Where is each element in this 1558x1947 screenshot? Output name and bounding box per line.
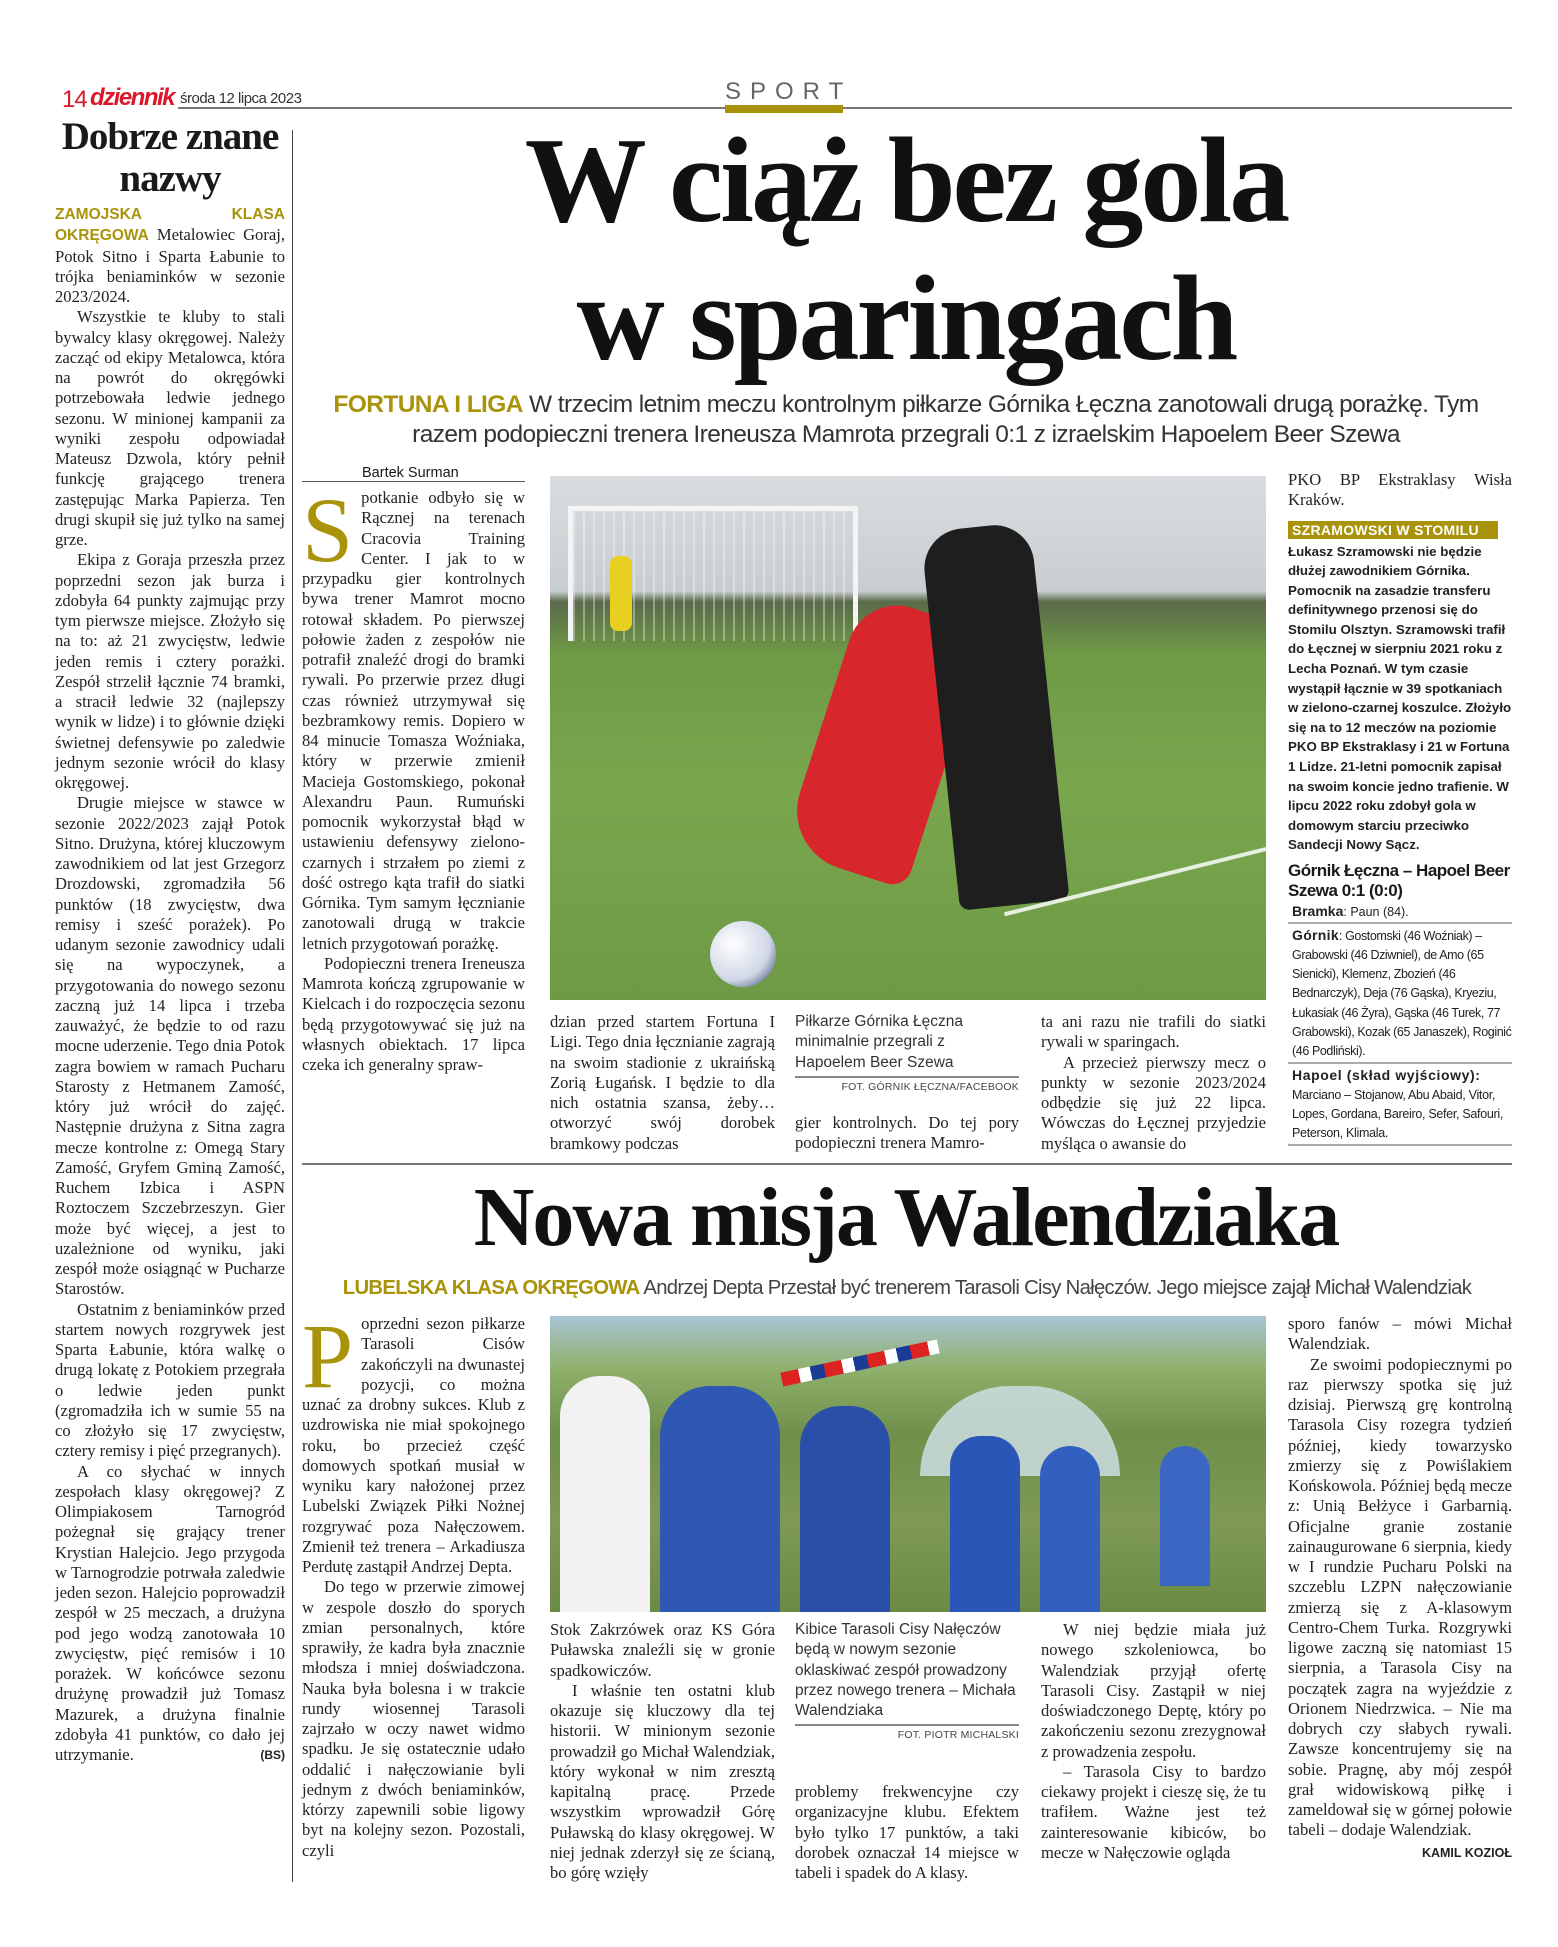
article1-column-5 bbox=[1288, 470, 1512, 1146]
article1-column-3 bbox=[795, 1113, 1019, 1154]
drop-cap: S bbox=[302, 479, 354, 581]
scarf bbox=[780, 1340, 939, 1387]
paragraph: Metalowiec Goraj, Potok Sitno i Sparta Łabunie to trójka beniaminków w sezonie 2023/2024. bbox=[55, 225, 285, 306]
article2-lead bbox=[302, 1276, 1512, 1300]
paragraph: A przecież pierwszy mecz o punkty w sezonie 2023/2024 odbędzie się już 22 lipca. Wówczas do Łęcznej przyjedzie myśląca o awansie do bbox=[1041, 1052, 1266, 1153]
paragraph: Do tego w przerwie zimowej w zespole doszło do sporych zmian personalnych, które sprawiły, że kadra była znacznie młodsza i mniej doświadczona. Nauka była bolesna i w trakcie rundy wiosennej Tarasoli zajrzało w oczy nawet widmo spadku. Je się ostatecznie udało oddalić i nałęczowianie byli jednym z dwóch beniaminków, którzy zapewnili sobie ligowy byt na kolejny sezon. Pozostali, czyli bbox=[302, 1577, 525, 1860]
issue-date: środa 12 lipca 2023 bbox=[180, 90, 302, 107]
article2-byline: KAMIL KOZIOŁ bbox=[1421, 1845, 1512, 1860]
sidebar-title: Dobrze znane nazwy bbox=[61, 115, 279, 200]
label: Górnik bbox=[1292, 926, 1339, 943]
paragraph: sporo fanów – mówi Michał Walendziak. bbox=[1288, 1314, 1512, 1354]
article1-column-4 bbox=[1041, 1012, 1266, 1154]
paragraph: gier kontrolnych. Do tej pory podopieczni trenera Mamro- bbox=[795, 1113, 1019, 1153]
paragraph: I właśnie ten ostatni klub okazuje się kluczowy dla tej historii. W minionym sezonie prowadził go Michał Walendziak, który wykonał w nim zresztą kapitalną pracę. Przede wszystkim wprowadził Górę Puławską do klasy okręgowej. W niej jednak zderzył się ze ścianą, bo górę wzięły bbox=[550, 1680, 775, 1882]
match-result-title: Górnik Łęczna – Hapoel Beer Szewa 0:1 (0:0) bbox=[1288, 861, 1510, 900]
article1-column-2 bbox=[550, 1012, 775, 1154]
article1-column-1 bbox=[302, 479, 525, 1075]
fan-figure bbox=[800, 1406, 890, 1612]
info-box-title: SZRAMOWSKI W STOMILU bbox=[1288, 521, 1498, 539]
paragraph-text: A co słychać w innych zespołach klasy okręgowej? Z Olimpiakosem Tarnogród pożegnał się grający trener Krystian Halejcio. Jego przygoda w Tarnogrodzie potrwała zaledwie jeden sezon. Halejcio poprowadził zespół w 25 meczach, a drużyna pod jego wodzą zanotowała 10 zwycięstw, pięć remisów i 10 porażek. W końcówce sezonu drużynę prowadził już Tomasz Mazurek, a drużyna finalnie zdobyła 41 punktów, co dało jej utrzymanie. bbox=[55, 1461, 285, 1764]
article1-photo bbox=[550, 476, 1266, 1000]
paragraph: – Tarasola Cisy to bardzo ciekawy projekt i cieszę się, że tu trafiłem. Ważne jest też zainteresowanie kibiców, bo mecze w Nałęczowie ogląda bbox=[1041, 1761, 1266, 1862]
article1-kicker: FORTUNA I LIGA bbox=[333, 391, 523, 418]
sidebar-body bbox=[55, 204, 285, 1765]
paragraph: potkanie odbyło się w Rącznej na terenach Cracovia Training Center. I jak to w przypadku gier kontrolnych bywa trener Mamrot mocno rotował składem. Po pierwszej połowie żaden z zespołów nie potrafił znaleźć drogi do bramki rywali. Po przerwie przez długi czas również utrzymywał się bezbramkowy remis. Dopiero w 84 minucie Tomasza Woźniaka, który w przerwie zmienił Macieja Gostomskiego, pokonał Alexandru Paun. Rumuński pomocnik wykorzystał błąd w ustawieniu defensywy zielono-czarnych i strzałem po ziemi z dość ostrego kąta trafił do siatki Górnika. Tym samym łęcznianie zanotowali drugą w trakcie letnich przygotowań porażkę. bbox=[302, 488, 525, 953]
paragraph: Wszystkie te kluby to stali bywalcy klasy okręgowej. Należy zacząć od ekipy Metalowca, która na powrót do okręgówki potrzebowała ledwie jednego sezonu. W minionej kampanii za wyniki zespołu odpowiadał Mateusz Dzwola, który pełnił funkcję grającego trenera zastępując Marka Papierza. Ten drugi skupił się już tylko na samej grze. bbox=[55, 307, 285, 549]
article1-lead bbox=[300, 390, 1512, 450]
newspaper-logo: dziennik bbox=[90, 84, 175, 111]
black-player-figure bbox=[920, 521, 1069, 910]
article2-photo-caption bbox=[795, 1620, 1019, 1741]
goalkeeper-figure bbox=[610, 556, 632, 631]
byline: Bartek Surman bbox=[362, 465, 459, 481]
fan-figure bbox=[950, 1436, 1020, 1612]
value: Marciano – Stojanow, Abu Abaid, Vitor, Lopes, Gordana, Bareiro, Sefer, Safouri, Peterson, Klimala. bbox=[1292, 1087, 1504, 1141]
sidebar-signature: (BS) bbox=[260, 1748, 285, 1762]
article2-column-5 bbox=[1288, 1314, 1512, 1863]
fan-figure bbox=[560, 1376, 650, 1612]
match-goals bbox=[1288, 903, 1512, 924]
fan-figure bbox=[1160, 1446, 1210, 1586]
value: : Gostomski (46 Woźniak) – Grabowski (46 Dziwniel), de Amo (65 Sienicki), Klemenz, Zbozień (46 Bednarczyk), Deja (76 Gąska), Kryeziu, Łukasiak (46 Żyra), Gąska (46 Turek, 77 Grabowski), Kozak (65 Janaszek), Roginić (46 Podliński). bbox=[1292, 928, 1512, 1059]
paragraph: Stok Zakrzówek oraz KS Góra Puławska znaleźli się w gronie spadkowiczów. bbox=[550, 1620, 775, 1680]
headline-line: w sparingach bbox=[576, 251, 1236, 386]
article2-column-1 bbox=[302, 1305, 525, 1861]
sidebar-kicker: ZAMOJSKA KLASA OKRĘGOWA bbox=[55, 206, 285, 245]
sidebar-article bbox=[55, 116, 285, 1765]
page-number: 14 bbox=[62, 86, 87, 113]
paragraph: dzian przed startem Fortuna I Ligi. Tego dnia łęcznianie zagrają na swoim stadionie z ukraińską Zorią Ługańsk. I będzie to dla nich ostatnia szansa, żeby… otworzyć swój dorobek bramkowy podczas bbox=[550, 1012, 775, 1153]
column-divider bbox=[292, 130, 293, 1882]
article2-kicker: LUBELSKA KLASA OKRĘGOWA bbox=[342, 1277, 640, 1299]
paragraph: Ostatnim z beniaminków przed startem nowych rozgrywek jest Sparta Łabunie, która walkę o drugą lokatę z Potokiem przegrała o ledwie jeden punkt (zgromadziła ich w sumie 55 na co złożyło się 17 zwycięstw, cztery remisy i pięć przegranych). bbox=[55, 1299, 285, 1461]
paragraph: Ekipa z Goraja przeszła przez poprzedni sezon jak burza i zdobyła 64 punkty zajmując przy tym pierwsze miejsce. Złożyło się na to: aż 21 zwycięstw, ledwie jeden remis i cztery porażki. Zespół strzelił łącznie 74 bramki, a stracił ledwie 32 (najlepszy wynik w lidze) i to głównie dzięki świetnej defensywie po zaledwie jednym sezonie wrócił do klasy okręgowej. bbox=[55, 550, 285, 792]
paragraph: oprzedni sezon piłkarze Tarasoli Cisów zakończyli na dwunastej pozycji, co można uznać za drobny sukces. Klub z uzdrowiska nie miał spokojnego roku, bo przecież część domowych spotkań musiał w wyniku kary nałożonej przez Lubelski Związek Piłki Nożnej rozgrywać poza Nałęczowem. Zmienił też trenera – Arkadiusza Perdutę zastąpił Andrzej Depta. bbox=[302, 1314, 525, 1576]
article1-headline bbox=[300, 112, 1512, 388]
fan-figure bbox=[1040, 1446, 1100, 1612]
article2-column-4 bbox=[1041, 1620, 1266, 1863]
paragraph: ta ani razu nie trafili do siatki rywali w sparingach. bbox=[1041, 1012, 1266, 1052]
paragraph: Podopieczni trenera Ireneusza Mamrota kończą zgrupowanie w Kielcach i do rozpoczęcia sezonu będą przygotowywać się już na własnych obiektach. 17 lipca czeka ich generalny spraw- bbox=[302, 953, 525, 1074]
article-divider bbox=[302, 1163, 1512, 1165]
paragraph: problemy frekwencyjne czy organizacyjne klubu. Efektem było tylko 17 punktów, a taki dorobek oznaczał 14 miejsce w tabeli i spadek do A klasy. bbox=[795, 1782, 1019, 1882]
article2-headline: Nowa misja Walendziaka bbox=[473, 1171, 1339, 1264]
paragraph: W niej będzie miała już nowego szkoleniowca, bo Walendziak przyjął ofertę Tarasoli Cisy. Zastąpił w niej doświadczonego Deptę, który po zakończeniu sezonu zrezygnował z prowadzenia zespołu. bbox=[1041, 1620, 1266, 1761]
photo-credit: FOT. GÓRNIK ŁĘCZNA/FACEBOOK bbox=[841, 1080, 1019, 1093]
article2-column-2 bbox=[550, 1620, 775, 1883]
value: : Paun (84). bbox=[1343, 905, 1409, 919]
headline-line: W ciąż bez gola bbox=[524, 113, 1288, 248]
label: Hapoel (skład wyjściowy): bbox=[1292, 1066, 1481, 1083]
article2-photo bbox=[550, 1316, 1266, 1612]
caption-text: Piłkarze Górnika Łęczna minimalnie przegrali z Hapoelem Beer Szewa bbox=[795, 1012, 1019, 1078]
gornik-lineup bbox=[1288, 926, 1512, 1064]
fan-figure bbox=[660, 1386, 780, 1612]
caption-text: Kibice Tarasoli Cisy Nałęczów będą w nowym sezonie oklaskiwać zespół prowadzony przez nowego trenera – Michała Walendziaka bbox=[795, 1620, 1019, 1726]
header-rule bbox=[178, 107, 1512, 109]
lead-text: Andrzej Depta Przestał być trenerem Tarasoli Cisy Nałęczów. Jego miejsce zajął Michał Walendziak bbox=[643, 1277, 1472, 1299]
lead-text: W trzecim letnim meczu kontrolnym piłkarze Górnika Łęczna zanotowali drugą porażkę. Tym razem podopieczni trenera Ireneusza Mamrota przegrali 0:1 z izraelskim Hapoelem Beer Szewa bbox=[412, 391, 1479, 448]
section-label: SPORT bbox=[725, 78, 853, 105]
info-box-text: Łukasz Szramowski nie będzie dłużej zawodnikiem Górnika. Pomocnik na zasadzie transferu definitywnego przenosi się do Stomilu Olsztyn. Szramowski trafił do Łęcznej w sierpniu 2021 roku z Lecha Poznań. W tym czasie wystąpił łącznie w 39 spotkaniach w zielono-czarnej koszulce. Złożyło się na to 12 meczów na poziomie PKO BP Ekstraklasy i 21 w Fortuna 1 Lidze. 21-letni pomocnik zapisał na swoim koncie jedno trafienie. W lipcu 2022 roku zdobył gola w domowym starciu przeciwko Sandecji Nowy Sącz. bbox=[1288, 543, 1512, 853]
article2-column-3 bbox=[795, 1782, 1019, 1883]
article1-photo-caption bbox=[795, 1012, 1019, 1093]
paragraph: Drugie miejsce w stawce w sezonie 2022/2023 zajął Potok Sitno. Drużyna, której kluczowym zawodnikiem od lat jest Grzegorz Drozdowski, zgromadziła 56 punktów (18 zwycięstw, dwa remisy i sześć porażek). Po udanym sezonie zawodnicy udali się na wypoczynek, a przygotowania do nowego sezonu zaczną już 14 lipca i trzeba zauważyć, że będzie to od razu mocne uderzenie. Tego dnia Potok zagra bowiem w ramach Pucharu Starosty z Hetmanem Zamość, który już wrócił do zajęć. Następnie drużyna z Sitna zagra mecze kontrolne z: Omegą Stary Zamość, Gryfem Gminą Zamość, Ruchem Izbica i ASPN Roztoczem Szczebrzeszyn. Gier może być więcej, a jest to uzależnione od wyniku, jaki zespół może osiągnąć w Pucharze Starostów. bbox=[55, 793, 285, 1299]
photo-credit: FOT. PIOTR MICHALSKI bbox=[897, 1729, 1019, 1742]
paragraph: Ze swoimi podopiecznymi po raz pierwszy spotka się już dzisiaj. Pierwszą grę kontrolną Tarasola Cisy rozegra tydzień później, kiedy towarzysko zmierzy się z Powiślakiem Końskowola. Później będą mecze z: Unią Bełżyce i Garbarnią. Oficjalne granie zostanie zainaugurowane 6 sierpnia, kiedy w I rundzie Pucharu Polski na szczeblu LZPN nałęczowianie zmierzą się z A-klasowym Centro-Chem Turka. Rozgrywki ligowe zaczną się natomiast 15 sierpnia, a Tarasola Cisy na początek zagra na wyjeździe z Orionem Niedrzwica. – Nie ma dobrych czy słabych rywali. Zawsze koncentrujemy się na sobie. Pragnę, aby mój zespół grał widowiskową piłkę i zameldował się w górnej połowie tabeli – dodaje Walendziak. bbox=[1288, 1354, 1512, 1840]
ball bbox=[710, 921, 776, 987]
paragraph: PKO BP Ekstraklasy Wisła Kraków. bbox=[1288, 470, 1512, 510]
hapoel-lineup bbox=[1288, 1066, 1512, 1146]
drop-cap: P bbox=[302, 1305, 354, 1407]
paragraph bbox=[55, 1462, 285, 1766]
label: Bramka bbox=[1292, 903, 1344, 919]
